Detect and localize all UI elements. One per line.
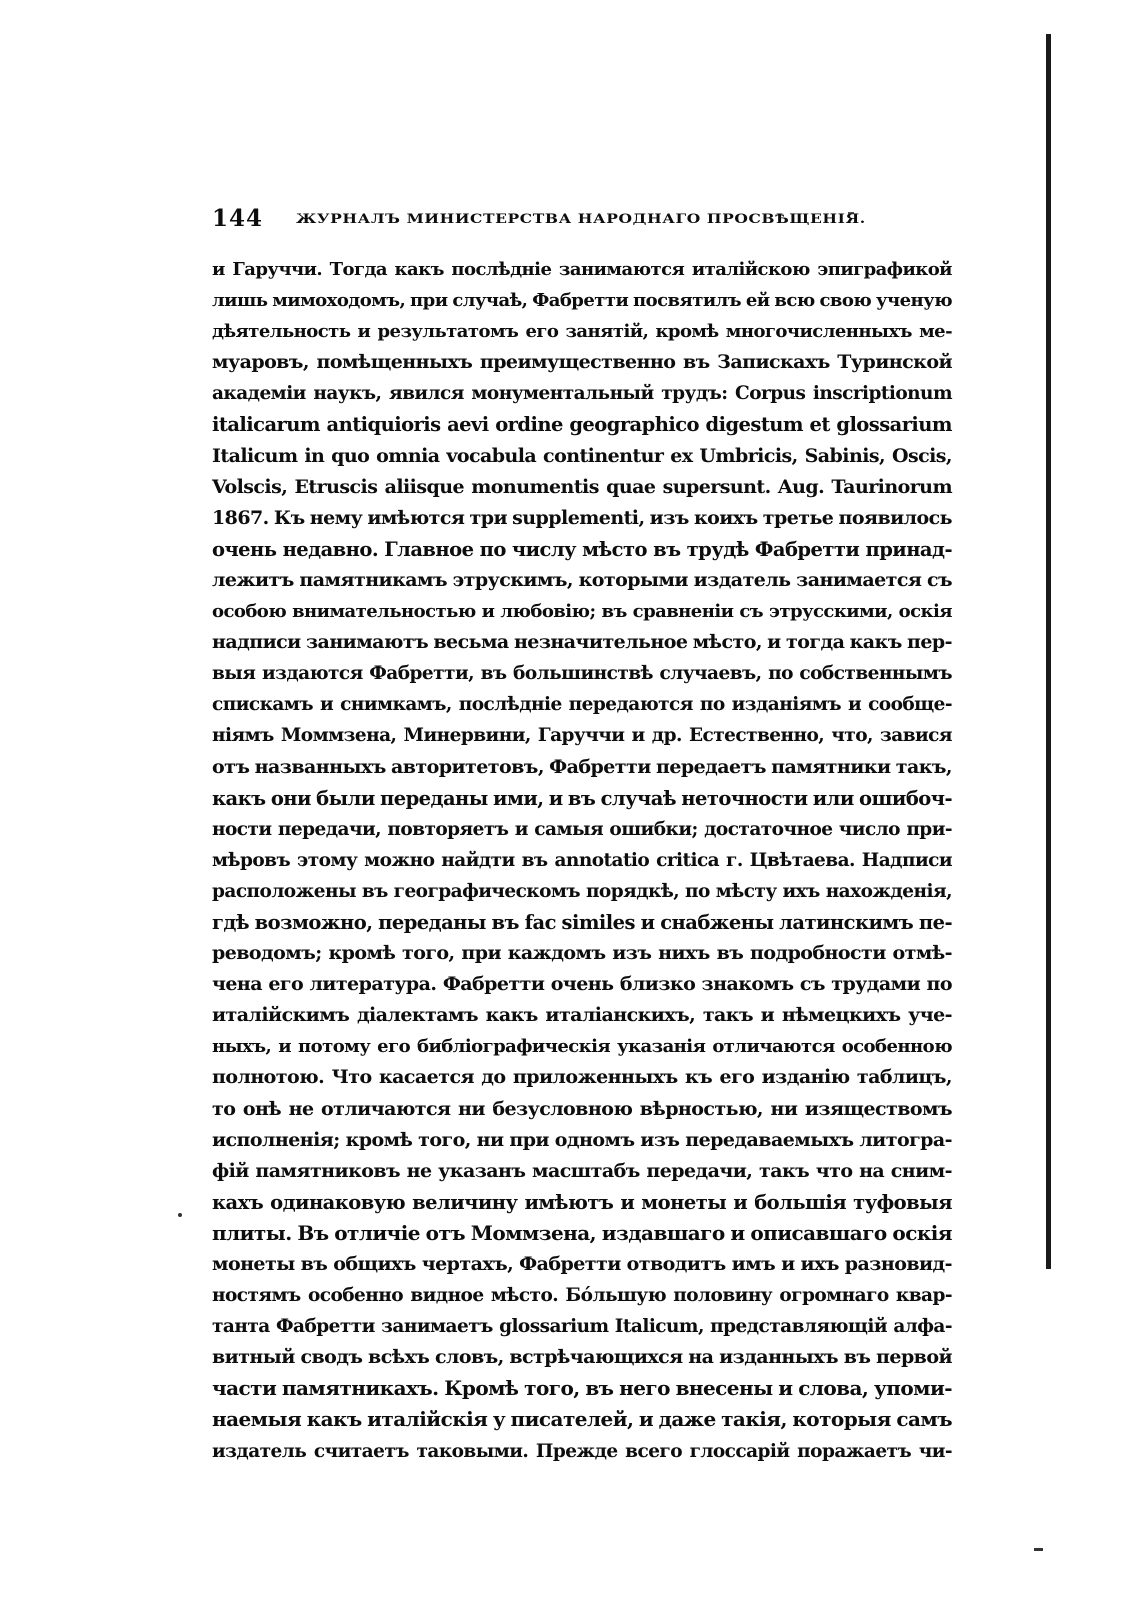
text-line: особою внимательностью и любовію; въ сравненіи съ этрусскими, оскія xyxy=(212,601,952,623)
text-line: очень недавно. Главное по числу мѣсто въ трудѣ Фабретти принад- xyxy=(212,537,952,561)
journal-title: ЖУРНАЛЪ МИНИСТЕРСТВА НАРОДНАГО ПРОСВѢЩЕНІЯ. xyxy=(296,210,866,227)
text-line: дѣятельность и результатомъ его занятій, кромѣ многочисленныхъ ме- xyxy=(212,321,952,343)
stray-mark xyxy=(1034,1548,1043,1551)
text-line: мѣровъ этому можно найдти въ annotatio critica г. Цвѣтаева. Надписи xyxy=(212,849,952,871)
page-number: 144 xyxy=(212,205,264,232)
text-line: плиты. Въ отличіе отъ Моммзена, издавшаго и описавшаго оскія xyxy=(212,1220,952,1245)
text-line: исполненія; кромѣ того, ни при одномъ изъ передаваемыхъ литогра- xyxy=(212,1128,952,1151)
text-line: витный сводъ всѣхъ словъ, встрѣчающихся на изданныхъ въ первой xyxy=(212,1346,952,1369)
text-line: выя издаются Фабретти, въ большинствѣ случаевъ, по собственнымъ xyxy=(212,663,952,685)
text-line: ности передачи, повторяетъ и самыя ошибки; достаточное число при- xyxy=(212,818,952,840)
running-head xyxy=(212,205,866,235)
text-line: спискамъ и снимкамъ, послѣдніе передаются по изданіямъ и сообще- xyxy=(212,694,952,716)
text-line: Italicum in quo omnia vocabula continentur ex Umbricis, Sabinis, Oscis, xyxy=(212,444,952,467)
text-line: Volscis, Etruscis aliisque monumentis quae supersunt. Aug. Taurinorum xyxy=(212,475,952,498)
text-line: отъ названныхъ авторитетовъ, Фабретти передаетъ памятники такъ, xyxy=(212,755,952,778)
text-line: 1867. Къ нему имѣются три supplementi, изъ коихъ третье появилось xyxy=(212,506,952,529)
text-line: издатель считаетъ таковыми. Прежде всего глоссарій поражаетъ чи- xyxy=(212,1440,952,1462)
text-line: наемыя какъ италійскія у писателей, и даже такія, которыя самъ xyxy=(212,1407,952,1432)
text-line: ныхъ, и потому его библіографическія указанія отличаются особенною xyxy=(212,1036,952,1058)
text-line: реводомъ; кромѣ того, при каждомъ изъ нихъ въ подробности отмѣ- xyxy=(212,942,952,965)
text-line: танта Фабретти занимаетъ glossarium Italicum, представляющій алфа- xyxy=(212,1316,952,1338)
text-line: гдѣ возможно, переданы въ fac similes и снабжены латинскимъ пе- xyxy=(212,910,952,934)
text-line: полнотою. Что касается до приложенныхъ къ его изданію таблицъ, xyxy=(212,1066,952,1089)
text-line: italicarum antiquioris aevi ordine geographico digestum et glossarium xyxy=(212,413,952,437)
text-line: то онѣ не отличаются ни безусловною вѣрностью, ни изяществомъ xyxy=(212,1097,952,1120)
text-line: и Гаруччи. Тогда какъ послѣдніе занимаются италійскою эпиграфикой xyxy=(212,259,952,280)
stray-mark xyxy=(178,1213,182,1217)
text-line: какъ они были переданы ими, и въ случаѣ неточности или ошибоч- xyxy=(212,786,952,810)
text-line: кахъ одинаковую величину имѣютъ и монеты и большія туфовыя xyxy=(212,1190,952,1214)
text-line: части памятникахъ. Кромѣ того, въ него внесены и слова, упоми- xyxy=(212,1376,952,1401)
text-line: лежитъ памятникамъ этрускимъ, которыми издатель занимается съ xyxy=(212,568,952,591)
text-line: ніямъ Моммзена, Минервини, Гаруччи и др. Естественно, что, завися xyxy=(212,725,952,747)
page-edge-line xyxy=(1046,34,1051,1269)
text-line: лишь мимоходомъ, при случаѣ, Фабретти посвятилъ ей всю свою ученую xyxy=(212,290,952,312)
body-text xyxy=(212,254,952,1467)
text-line: фій памятниковъ не указанъ масштабъ передачи, такъ что на сним- xyxy=(212,1159,952,1182)
text-line: муаровъ, помѣщенныхъ преимущественно въ Запискахъ Туринской xyxy=(212,351,952,374)
text-line: академіи наукъ, явился монументальный трудъ: Corpus inscriptionum xyxy=(212,383,952,405)
text-line: чена его литература. Фабретти очень близко знакомъ съ трудами по xyxy=(212,973,952,996)
text-line: италійскимъ діалектамъ какъ италіанскихъ, такъ и нѣмецкихъ уче- xyxy=(212,1004,952,1027)
text-line: ностямъ особенно видное мѣсто. Бóльшую половину огромнаго квар- xyxy=(212,1285,952,1307)
text-line: монеты въ общихъ чертахъ, Фабретти отводитъ имъ и ихъ разновид- xyxy=(212,1253,952,1275)
text-line: надписи занимаютъ весьма незначительное мѣсто, и тогда какъ пер- xyxy=(212,631,952,654)
text-line: расположены въ географическомъ порядкѣ, по мѣсту ихъ нахожденія, xyxy=(212,880,952,902)
